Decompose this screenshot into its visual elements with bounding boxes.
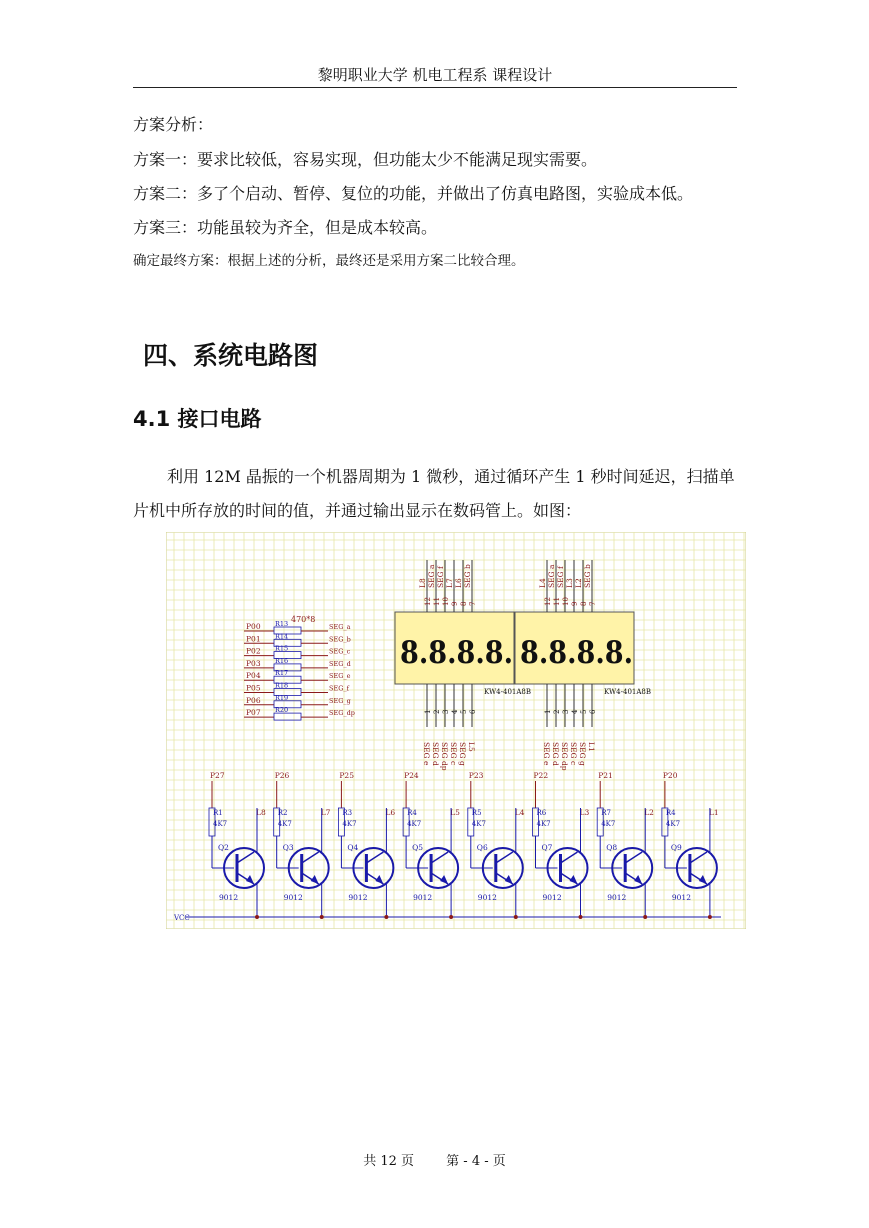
driver-transistor-type: 9012 [283,893,303,902]
display-bottom-pin-label: SEG dp [440,742,449,771]
display-bottom-pin-number: 6 [469,709,477,714]
driver-resistor-value: 4K7 [601,820,616,828]
resnet-port-label: P07 [246,708,261,718]
display-top-pin-number: 11 [433,597,441,606]
junction-dot [255,915,259,919]
plan-three: 方案三：功能虽较为齐全，但是成本较高。 [133,218,438,237]
junction-dot [708,915,712,919]
resnet-ref-label: R13 [275,620,289,628]
driver-transistor-type: 9012 [219,893,239,902]
driver-resistor-ref: R1 [213,809,223,817]
display-bottom-pin-number: 4 [451,709,459,714]
driver-port-label: P27 [210,771,225,780]
schematic-canvas [166,532,746,929]
display-bottom-pin-label: SEG c [449,742,458,766]
resnet-seg-label: SEG_a [329,623,351,631]
resnet-seg-label: SEG_f [329,684,350,693]
resnet-port-label: P03 [246,658,261,668]
resnet-seg-label: SEG_b [329,635,351,644]
resnet-port-label: P06 [246,695,261,705]
driver-transistor-ref: Q8 [606,843,618,852]
display-top-pin-number: 10 [442,597,450,606]
driver-led-label: L3 [579,808,590,817]
resnet-ref-label: R20 [275,706,289,715]
display-top-pin-label: SEG f [436,566,445,588]
display-bottom-pin-label: L5 [467,742,476,752]
resnet-port-label: P04 [246,671,261,681]
driver-port-label: P25 [339,771,354,780]
resnet-seg-label: SEG_dp [329,709,355,718]
display-bottom-pin-number: 1 [544,709,552,714]
driver-resistor-value: 4K7 [665,820,681,828]
display-bottom-pin-label: SEG e [422,742,431,766]
analysis-heading: 方案分析： [133,115,214,134]
display-top-pin-number: 12 [424,597,432,606]
display-top-pin-label: L3 [565,578,574,588]
display-top-pin-label: SEG a [547,564,556,588]
display-top-pin-label: SEG b [463,564,472,588]
total-pages: 共 12 页 [363,1154,415,1169]
driver-resistor-value: 4K7 [342,820,357,828]
driver-port-label: P20 [662,771,678,780]
display-bottom-pin-label: SEG g [458,742,467,766]
display-bottom-pin-number: 6 [589,709,597,714]
vcc-label: VCC [174,914,190,922]
section-title: 四、系统电路图 [143,341,319,370]
resnet-port-label: P05 [246,683,261,693]
driver-transistor-ref: Q4 [347,843,359,852]
driver-resistor-ref: R3 [342,809,353,817]
resnet-ref-label: R14 [275,632,289,641]
driver-resistor-ref: R6 [536,809,547,817]
display-top-pin-label: L7 [445,578,454,588]
driver-transistor-ref: Q7 [541,843,553,852]
display-digits: 8.8.8.8. [400,635,513,671]
final-decision: 确定最终方案：根据上述的分析，最终还是采用方案二比较合理。 [133,253,525,269]
driver-led-label: L8 [256,808,266,817]
driver-transistor-type: 9012 [671,893,691,902]
driver-led-label: L1 [708,808,719,817]
driver-port-label: P24 [404,771,419,780]
driver-transistor-type: 9012 [348,893,368,902]
display-top-pin-number: 9 [451,601,459,606]
page-number: 第 - 4 - 页 [446,1154,506,1169]
display-top-pin-number: 7 [469,601,477,606]
display-model: KW4-401A8B [484,688,532,696]
driver-resistor-ref: R4 [407,809,417,817]
running-header: 黎明职业大学 机电工程系 课程设计 [317,66,553,84]
display-bottom-pin-label: SEG d [551,742,560,766]
display-top-pin-label: SEG f [556,566,565,588]
resnet-label: 470*8 [291,615,316,624]
resnet-seg-label: SEG_e [329,672,351,681]
driver-resistor-ref: R4 [665,809,676,817]
junction-dot [449,915,453,919]
driver-resistor-value: 4K7 [277,820,292,828]
display-top-pin-number: 12 [544,597,552,606]
display-top-pin-number: 11 [553,597,561,606]
driver-resistor-value: 4K7 [471,820,486,828]
display-bottom-pin-number: 2 [553,709,561,714]
resnet-port-label: P02 [246,646,261,656]
display-top-pin-number: 10 [562,597,570,606]
display-bottom-pin-number: 5 [580,709,588,714]
driver-transistor-type: 9012 [542,893,562,902]
resnet-seg-label: SEG_g [329,696,351,705]
driver-led-label: L7 [320,808,331,817]
display-bottom-pin-number: 2 [433,709,441,714]
driver-led-label: L6 [385,808,396,817]
driver-transistor-type: 9012 [477,893,497,902]
display-top-pin-number: 8 [460,601,468,606]
header-rule [133,87,737,88]
driver-resistor-ref: R7 [601,809,611,817]
display-bottom-pin-label: SEG e [542,742,551,766]
driver-resistor-value: 4K7 [407,820,422,828]
plan-two: 方案二：多了个启动、暂停、复位的功能，并做出了仿真电路图，实验成本低。 [133,184,694,203]
schematic-border [166,532,746,929]
driver-resistor-value: 4K7 [213,820,228,828]
subsection-title: 4.1 接口电路 [133,407,262,431]
display-top-pin-label: L2 [574,578,583,588]
display-top-pin-label: L6 [454,578,463,588]
display-bottom-pin-label: SEG c [569,742,578,766]
driver-port-label: P26 [274,771,290,780]
display-top-pin-label: SEG a [427,564,436,588]
page-footer [0,1150,869,1169]
display-top-pin-label: SEG b [583,564,592,588]
display-top-pin-number: 9 [571,601,579,606]
junction-dot [643,915,647,919]
resnet-port-label: P01 [246,634,261,644]
display-top-pin-number: 8 [580,601,588,606]
plan-one: 方案一：要求比较低，容易实现，但功能太少不能满足现实需要。 [133,150,598,169]
display-bottom-pin-label: SEG d [431,742,440,766]
display-top-pin-label: L4 [538,578,547,588]
junction-dot [514,915,518,919]
resnet-ref-label: R18 [275,681,289,690]
resnet-ref-label: R17 [275,669,289,678]
display-top-pin-number: 7 [589,601,597,606]
display-bottom-pin-label: L1 [587,742,596,752]
display-digits: 8.8.8.8. [520,635,633,671]
resnet-seg-label: SEG_c [329,647,351,656]
driver-transistor-ref: Q6 [476,843,488,852]
resnet-port-label: P00 [246,622,261,631]
junction-dot [579,915,583,919]
driver-resistor-value: 4K7 [536,820,551,828]
driver-transistor-ref: Q2 [218,843,229,852]
display-bottom-pin-number: 3 [562,709,570,714]
driver-led-label: L2 [644,808,654,817]
driver-resistor-ref: R5 [471,809,482,817]
driver-port-label: P22 [533,771,549,780]
interface-description [133,460,739,528]
resnet-ref-label: R19 [275,693,289,702]
resnet-ref-label: R15 [275,644,289,653]
driver-resistor-ref: R2 [277,809,288,817]
display-bottom-pin-number: 4 [571,709,579,714]
circuit-schematic [166,532,746,929]
display-bottom-pin-label: SEG dp [560,742,569,771]
interface-description-text: 利用 12M 晶振的一个机器周期为 1 微秒，通过循环产生 1 秒时间延迟，扫描单片机中所存放的时间的值，并通过输出显示在数码管上。如图： [133,467,735,520]
resnet-ref-label: R16 [275,656,289,665]
driver-transistor-type: 9012 [607,893,627,902]
junction-dot [384,915,388,919]
driver-transistor-ref: Q3 [282,843,294,852]
display-top-pin-label: L8 [418,578,427,588]
display-bottom-pin-number: 1 [424,709,432,714]
driver-port-label: P23 [468,771,484,780]
display-bottom-pin-number: 3 [442,709,450,714]
resnet-seg-label: SEG_d [329,659,351,668]
junction-dot [320,915,324,919]
driver-port-label: P21 [598,771,613,780]
driver-transistor-ref: Q5 [412,843,424,852]
driver-led-label: L5 [450,808,460,817]
driver-transistor-ref: Q9 [670,843,682,852]
driver-led-label: L4 [514,808,525,817]
driver-transistor-type: 9012 [413,893,433,902]
display-bottom-pin-number: 5 [460,709,468,714]
display-model: KW4-401A8B [604,688,652,696]
display-bottom-pin-label: SEG g [578,742,587,766]
